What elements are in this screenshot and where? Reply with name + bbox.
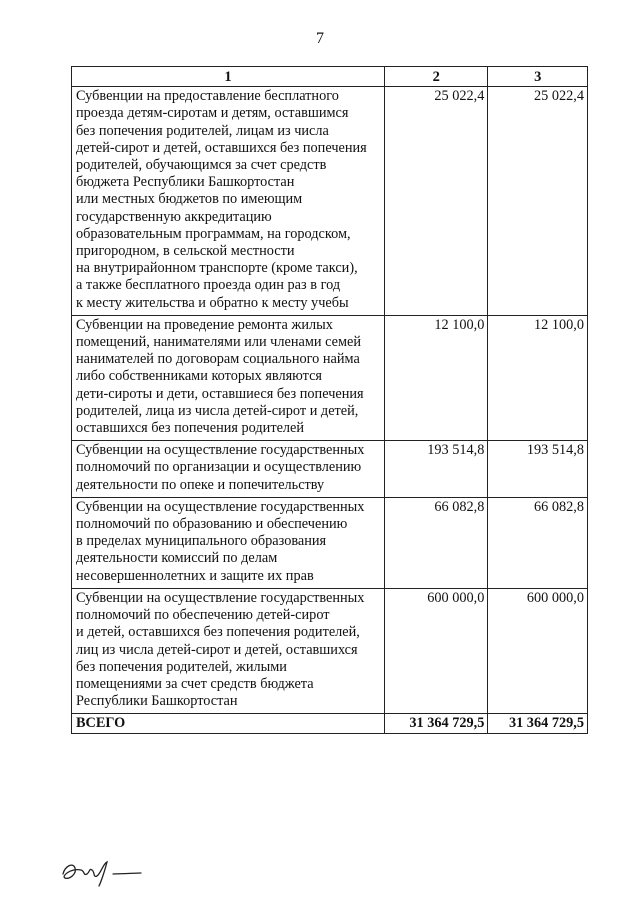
row-col3-value: 193 514,8 [488, 441, 588, 498]
row-description [72, 315, 385, 440]
total-col2: 31 364 729,5 [385, 714, 488, 733]
description-line: на внутрирайонном транспорте (кроме такси), [76, 260, 358, 277]
description-line: деятельности по опеке и попечительству [76, 476, 325, 493]
row-description [72, 441, 385, 498]
header-col-3: 3 [488, 67, 588, 87]
description-line: помещений, нанимателями или членами семей [76, 334, 362, 351]
row-col3-value: 25 022,4 [488, 87, 588, 316]
description-line: дети-сироты и дети, оставшиеся без попечения [76, 385, 364, 402]
row-col3-value: 600 000,0 [488, 588, 588, 713]
description-line: помещениями за счет средств бюджета [76, 675, 314, 692]
row-description [72, 497, 385, 588]
description-line: без попечения родителей, лицам из числа [76, 122, 329, 139]
description-line: родителей, лица из числа детей-сирот и детей, [76, 402, 359, 419]
description-line: Республики Башкортостан [76, 693, 238, 710]
description-line: лиц из числа детей-сирот и детей, оставшихся [76, 641, 358, 658]
table-row [72, 87, 588, 316]
row-col2-value: 66 082,8 [385, 497, 488, 588]
table-header-row [72, 67, 588, 87]
description-line: полномочий по образованию и обеспечению [76, 516, 348, 533]
description-line: пригородном, в сельской местности [76, 243, 295, 260]
page-number: 7 [316, 30, 324, 47]
description-line: или местных бюджетов по имеющим [76, 191, 303, 208]
description-line: полномочий по организации и осуществлению [76, 459, 362, 476]
signature [55, 850, 165, 895]
description-line: образовательным программам, на городском, [76, 225, 351, 242]
description-line: а также бесплатного проезда один раз в год [76, 277, 341, 294]
description-line: деятельности комиссий по делам [76, 550, 278, 567]
table-row [72, 497, 588, 588]
handwritten-signature-icon [55, 850, 165, 890]
row-col2-value: 193 514,8 [385, 441, 488, 498]
description-line: полномочий по обеспечению детей-сирот [76, 607, 330, 624]
description-line: Субвенции на предоставление бесплатного [76, 88, 339, 105]
table-row [72, 315, 588, 440]
total-row [72, 714, 588, 733]
row-col2-value: 25 022,4 [385, 87, 488, 316]
description-line: Субвенции на проведение ремонта жилых [76, 316, 333, 333]
description-line: бюджета Республики Башкортостан [76, 174, 295, 191]
row-description [72, 588, 385, 713]
table-row [72, 588, 588, 713]
row-col2-value: 12 100,0 [385, 315, 488, 440]
description-line: детей-сирот и детей, оставшихся без попечения [76, 139, 367, 156]
budget-table [71, 66, 588, 734]
header-col-1: 1 [72, 67, 385, 87]
row-col2-value: 600 000,0 [385, 588, 488, 713]
description-line: и детей, оставшихся без попечения родителей, [76, 624, 360, 641]
description-line: без попечения родителей, жилыми [76, 658, 287, 675]
description-line: государственную аккредитацию [76, 208, 272, 225]
description-line: Субвенции на осуществление государственных [76, 498, 365, 515]
row-col3-value: 12 100,0 [488, 315, 588, 440]
description-line: несовершеннолетних и защите их прав [76, 567, 314, 584]
description-line: нанимателей по договорам социального найма [76, 351, 360, 368]
total-label: ВСЕГО [72, 714, 385, 733]
table-row [72, 441, 588, 498]
row-col3-value: 66 082,8 [488, 497, 588, 588]
description-line: родителей, обучающимся за счет средств [76, 157, 327, 174]
description-line: в пределах муниципального образования [76, 533, 327, 550]
row-description [72, 87, 385, 316]
description-line: проезда детям-сиротам и детям, оставшимся [76, 105, 349, 122]
description-line: Субвенции на осуществление государственных [76, 589, 365, 606]
description-line: либо собственниками которых являются [76, 368, 323, 385]
description-line: к месту жительства и обратно к месту учебы [76, 294, 349, 311]
total-col3: 31 364 729,5 [488, 714, 588, 733]
description-line: оставшихся без попечения родителей [76, 420, 305, 437]
header-col-2: 2 [385, 67, 488, 87]
description-line: Субвенции на осуществление государственных [76, 442, 365, 459]
